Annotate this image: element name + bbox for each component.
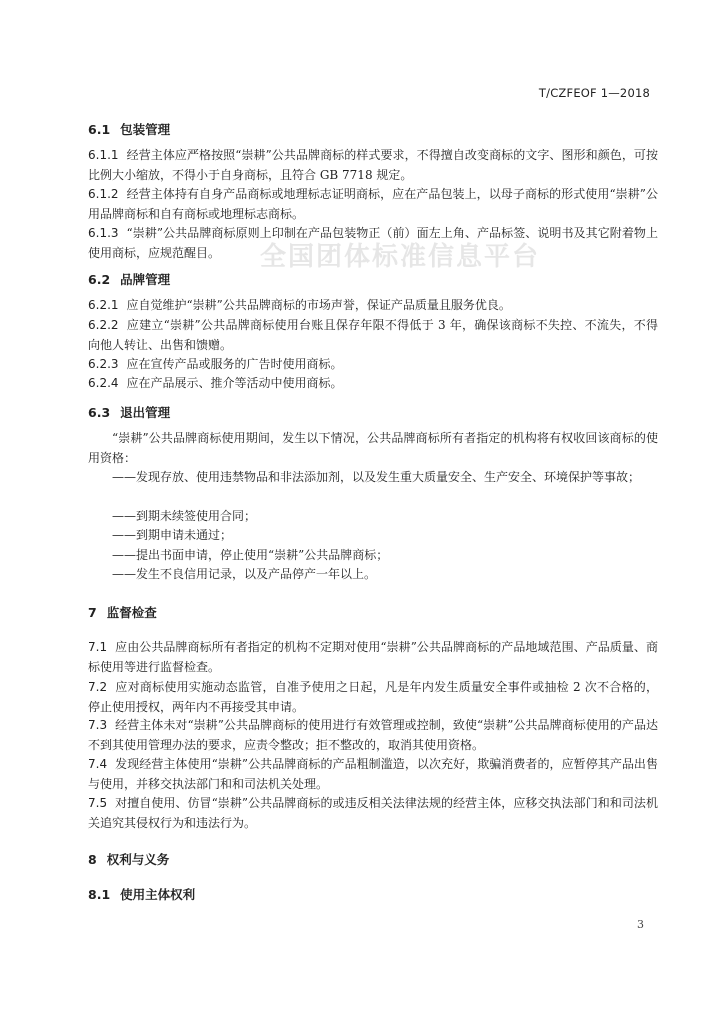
section-number: 6.2 [88,272,111,287]
clause-text: “崇耕”公共品牌商标原则上印制在产品包装物正（前）面左上角、产品标签、说明书及其它附着物上使用商标，应规范醒目。 [88,226,658,260]
clause-number: 6.2.1 [88,298,119,312]
clause-number: 6.2.3 [88,357,119,371]
clause-number: 7.4 [88,757,108,771]
list-item: ——提出书面申请，停止使用“崇耕”公共品牌商标； [112,548,389,562]
clause-text: 应在产品展示、推介等活动中使用商标。 [126,376,343,390]
clause-number: 7.2 [88,680,108,694]
section-title: 退出管理 [120,405,171,420]
clause-text: 经营主体持有自身产品商标或地理标志证明商标，应在产品包装上，以母子商标的形式使用“崇耕”公用品牌商标和自有商标或地理标志商标。 [88,187,658,221]
section-title: 权利与义务 [106,852,170,867]
clause-6-1-1 [88,146,658,185]
section-heading-8 [88,850,169,868]
clause-number: 7.1 [88,640,108,654]
clause-text: 应在宣传产品或服务的广告时使用商标。 [126,357,343,371]
section-heading-6-1 [88,120,170,138]
section-number: 6.3 [88,405,111,420]
clause-text: 对擅自使用、仿冒“崇耕”公共品牌商标的或违反相关法律法规的经营主体，应移交执法部门和和司法机关追究其侵权行为和违法行为。 [88,796,658,830]
clause-text: 应自觉维护“崇耕”公共品牌商标的市场声誉，保证产品质量且服务优良。 [126,298,511,312]
page-number: 3 [637,918,644,931]
list-item: ——发生不良信用记录，以及产品停产一年以上。 [112,567,377,581]
clause-6-2-1 [88,296,658,316]
clause-7-4 [88,755,658,794]
section-heading-8-1 [88,885,195,903]
clause-6-2-4 [88,374,658,394]
clause-text: 应由公共品牌商标所有者指定的机构不定期对使用“崇耕”公共品牌商标的产品地域范围、产品质量、商标使用等进行监督检查。 [88,640,658,674]
section-number: 8.1 [88,887,111,902]
clause-number: 6.2.4 [88,376,119,390]
clause-number: 7.5 [88,796,108,810]
section-title: 品牌管理 [120,272,171,287]
section-heading-6-2 [88,270,170,288]
clause-number: 6.2.2 [88,318,119,332]
clause-number: 6.1.2 [88,187,119,201]
clause-6-2-2 [88,316,658,355]
section-heading-7 [88,603,157,621]
clause-text: 经营主体未对“崇耕”公共品牌商标的使用进行有效管理或控制，致使“崇耕”公共品牌商标使用的产品达不到其使用管理办法的要求，应责令整改；拒不整改的，取消其使用资格。 [88,718,658,752]
section-title: 包装管理 [120,122,171,137]
clause-number: 6.1.3 [88,226,119,240]
clause-text: 经营主体应严格按照“崇耕”公共品牌商标的样式要求，不得擅自改变商标的文字、图形和颜色，可按比例大小缩放，不得小于自身商标，且符合 GB 7718 规定。 [88,148,658,182]
watermark: 全国团体标准信息平台 [260,242,541,272]
section-number: 6.1 [88,122,111,137]
section-title: 使用主体权利 [120,887,196,902]
list-item: ——到期申请未通过； [112,528,233,542]
clause-text: 应建立“崇耕”公共品牌商标使用台账且保存年限不得低于 3 年，确保该商标不失控、不流失，不得向他人转让、出售和馈赠。 [88,318,658,352]
list-item: ——发现存放、使用违禁物品和非法添加剂，以及发生重大质量安全、生产安全、环境保护等事故； [112,470,641,484]
clause-7-2 [88,678,658,717]
clause-6-1-2 [88,185,658,224]
clause-6-1-3 [88,224,658,263]
clause-7-5 [88,794,658,833]
clause-7-1 [88,638,658,677]
section-number: 7 [88,605,97,620]
list-item: ——到期未续签使用合同； [112,509,257,523]
section-heading-6-3 [88,403,170,421]
clause-text: 应对商标使用实施动态监管，自准予使用之日起，凡是年内发生质量安全事件或抽检 2 次不合格的，停止使用授权，两年内不再接受其申请。 [88,680,658,714]
exit-intro: “崇耕”公共品牌商标使用期间，发生以下情况，公共品牌商标所有者指定的机构将有权收回该商标的使用资格： [88,431,658,465]
clause-7-3 [88,716,658,755]
clause-6-2-3 [88,355,658,375]
document-code: T/CZFEOF 1—2018 [538,86,650,100]
section-title: 监督检查 [106,605,157,620]
clause-number: 6.1.1 [88,148,119,162]
clause-text: 发现经营主体使用“崇耕”公共品牌商标的产品粗制滥造，以次充好，欺骗消费者的，应暂停其产品出售与使用，并移交执法部门和和司法机关处理。 [88,757,658,791]
section-number: 8 [88,852,97,867]
clause-number: 7.3 [88,718,108,732]
